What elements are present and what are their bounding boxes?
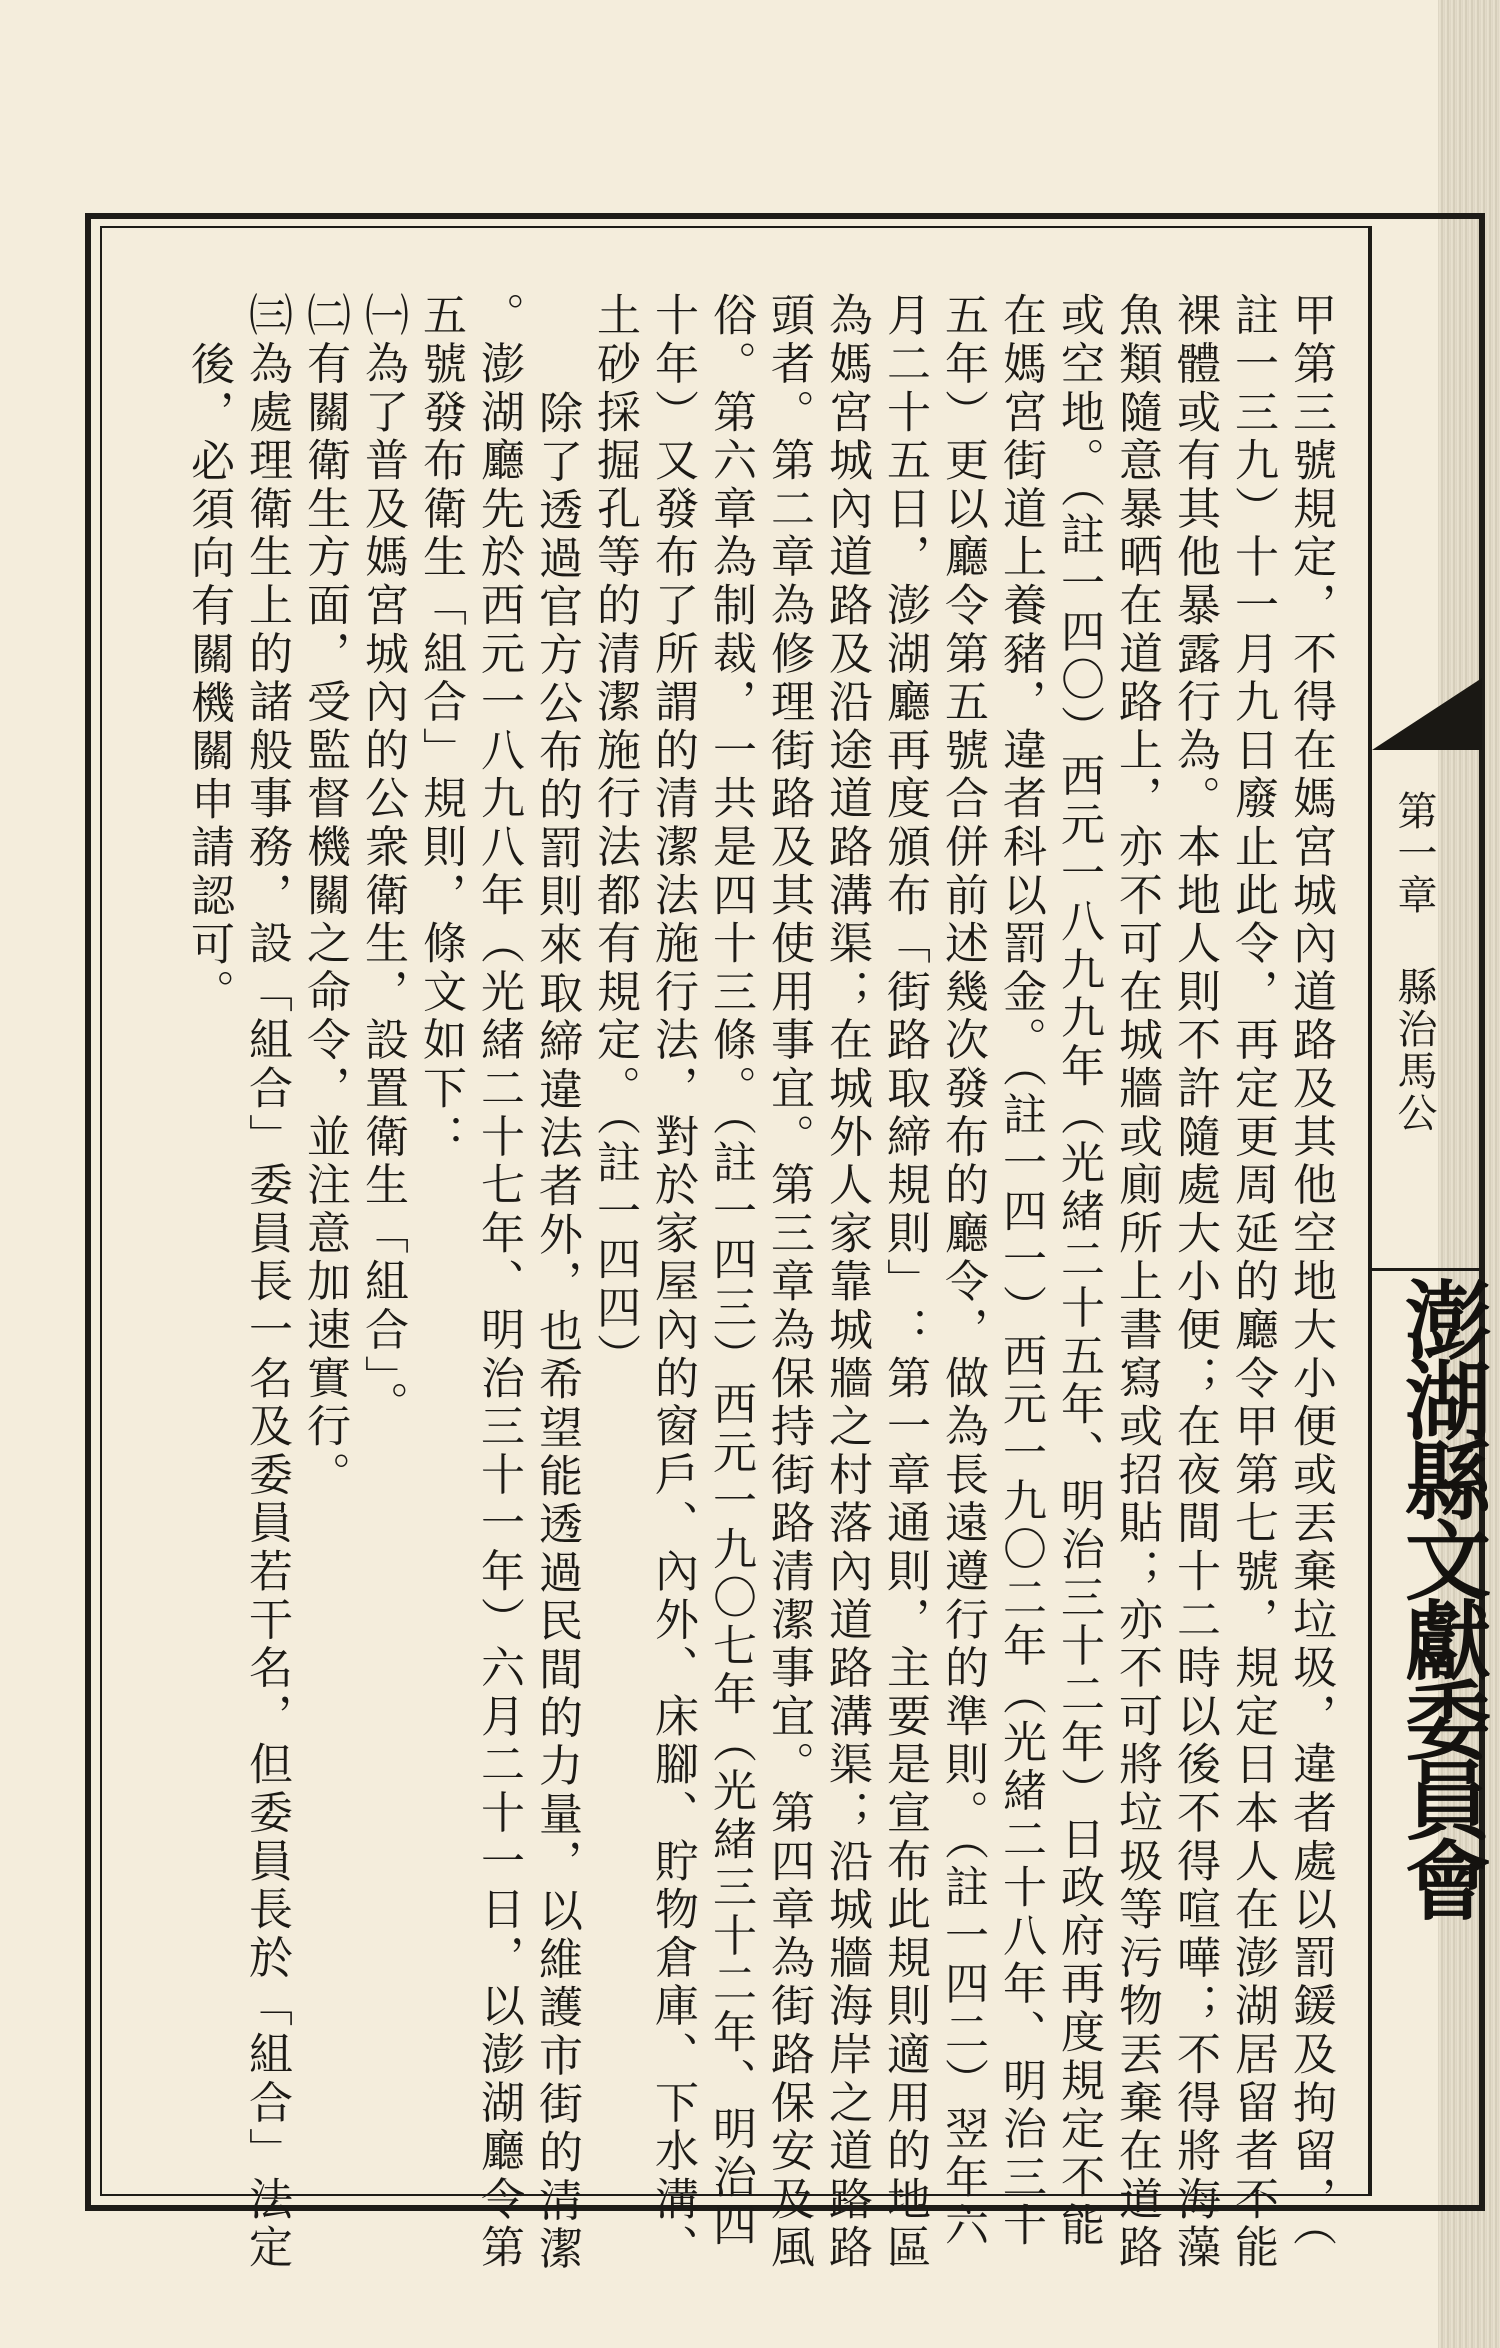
text-column: 五號發布衛生「組合」規則，條文如下： [415,292,466,1162]
text-column: 五年）更以廳令第五號合併前述幾次發布的廳令，做為長遠遵行的準則。（註一四二）翌年六 [937,292,988,2251]
text-column: 裸體或有其他暴露行為。本地人則不許隨處大小便；在夜間十二時以後不得喧嘩；不得將海藻 [1169,292,1220,2273]
text-column: 後，必須向有關機關申請認可。 [183,341,234,1018]
list-item: ㈡有關衛生方面，受監督機關之命令，並注意加速實行。 [299,292,350,1500]
list-item: ㈠為了普及媽宮城內的公衆衛生，設置衛生「組合」。 [357,292,408,1430]
text-column: 魚類隨意暴晒在道路上，亦不可在城牆或廁所上書寫或招貼；亦不可將垃圾等污物丟棄在道路 [1111,292,1162,2273]
text-column: 。澎湖廳先於西元一八九八年（光緒二十七年、明治三十一年）六月二十一日，以澎湖廳令第 [473,292,524,2273]
text-column: 在媽宮街道上養豬，違者科以罰金。（註一四一）西元一九〇二年（光緒二十八年、明治三十 [995,292,1046,2251]
text-column: 頭者。第二章為修理街路及其使用事宜。第三章為保持街路清潔事宜。第四章為街路保安及風 [763,292,814,2273]
text-column: 俗。第六章為制裁，一共是四十三條。（註一四三）西元一九〇七年（光緒三十二年、明治四 [705,292,756,2251]
text-column: 註一三九）十一月九日廢止此令，再定更周延的廳令甲第七號，規定日本人在澎湖居留者不能 [1227,292,1278,2273]
body-text [138,292,1338,2274]
chapter-number: 第一章 [1391,790,1437,916]
text-column: 或空地。（註一四〇）西元一八九九年（光緒二十五年、明治三十二年）日政府再度規定不能 [1053,292,1104,2251]
chapter-title: 縣治馬公 [1391,966,1437,1134]
text-column: 除了透過官方公布的罰則來取締違法者外，也希望能透過民間的力量，以維護市街的清潔 [531,390,582,2274]
text-column: 土砂採掘孔等的清潔施行法都有規定。（註一四四） [589,292,640,1381]
side-panel-divider [1370,226,1372,2196]
list-item: ㈢為處理衛生上的諸般事務，設「組合」委員長一名及委員若干名，但委員長於「組合」法定 [241,292,292,2273]
text-column: 甲第三號規定，不得在媽宮城內道路及其他空地大小便或丟棄垃圾，違者處以罰鍰及拘留，（ [1285,292,1336,2251]
side-panel-rule [1372,1268,1485,1271]
text-column: 十年）又發布了所謂的清潔法施行法，對於家屋內的窗戶、內外、床腳、貯物倉庫、下水溝、 [647,292,698,2273]
text-column: 月二十五日，澎湖廳再度頒布「街路取締規則」：第一章通則，主要是宣布此規則適用的地區 [879,292,930,2273]
publisher-name: 澎湖縣文獻委員會 [1390,1276,1491,1916]
running-header [1386,790,1442,1160]
text-column: 為媽宮城內道路及沿途道路溝渠；在城外人家靠城牆之村落內道路溝渠；沿城牆海岸之道路路 [821,292,872,2273]
